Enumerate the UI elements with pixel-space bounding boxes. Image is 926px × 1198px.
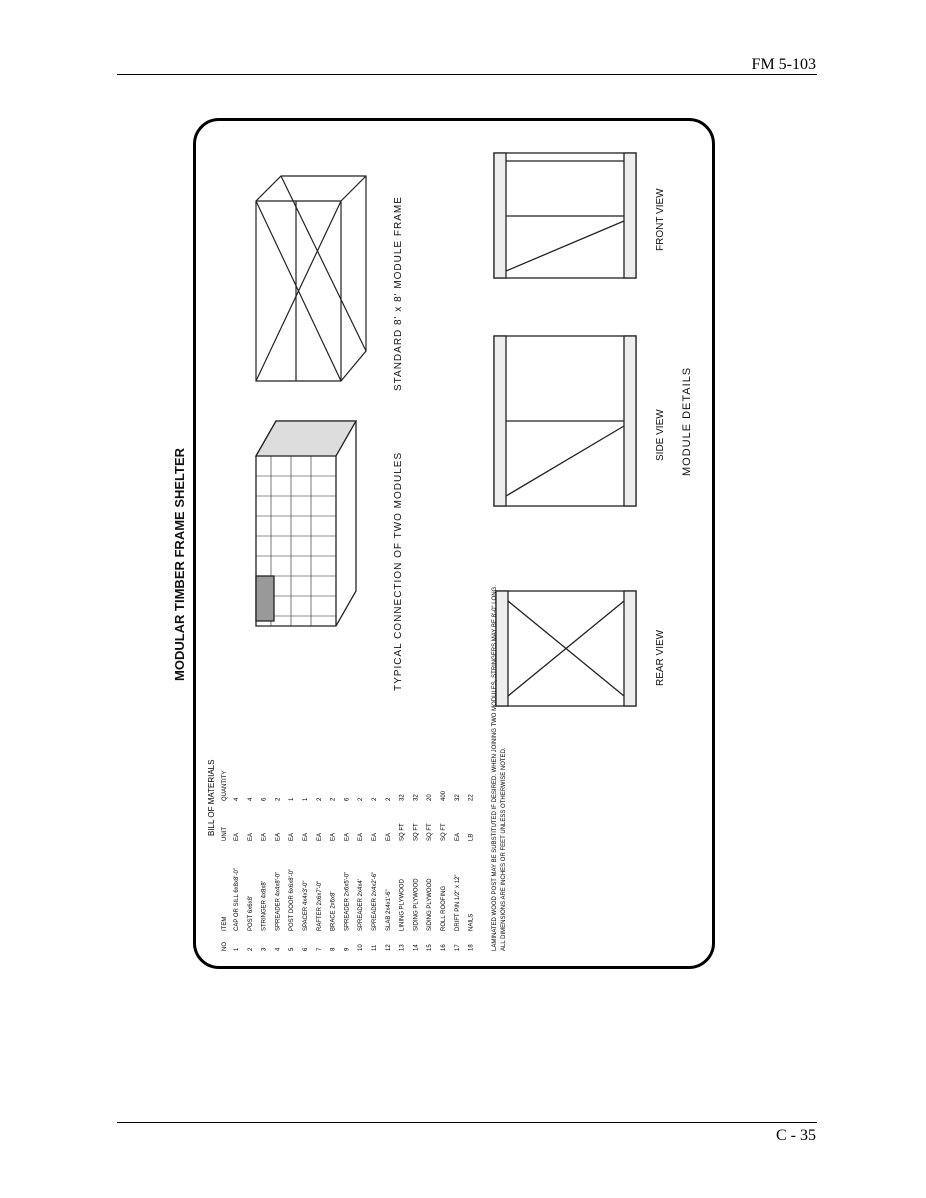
bom-cell: EA xyxy=(372,832,378,841)
bom-cell: SIDING PLYWOOD xyxy=(413,878,420,931)
bom-cell: 18 xyxy=(468,944,475,951)
bom-cell: EA xyxy=(385,832,392,841)
bom-cell: POST 6x6x8' xyxy=(247,895,254,931)
bom-cell: CAP OR SILL 6x8x8'-0" xyxy=(234,868,240,931)
caption-side-view: SIDE VIEW xyxy=(655,409,666,461)
bill-of-materials xyxy=(207,585,507,951)
bom-cell: 6 xyxy=(303,947,309,951)
bom-cell: 4 xyxy=(275,947,282,951)
bom-cell: 4 xyxy=(234,797,240,801)
caption-module-details: MODULE DETAILS xyxy=(681,366,693,476)
rear-view-drawing xyxy=(496,591,636,706)
bom-cell: 2 xyxy=(372,797,378,801)
bom-cell: 11 xyxy=(372,944,378,951)
bom-title: BILL OF MATERIALS xyxy=(207,759,216,836)
bom-cell: DRIFT PIN 1/2" x 12" xyxy=(454,874,461,931)
bom-cell: SPREADER 2x4x4' xyxy=(358,879,365,931)
bom-cell: LB xyxy=(468,833,475,841)
bom-cell: 3 xyxy=(261,947,268,951)
bom-cell: SPREADER 2x4x2'-6" xyxy=(372,871,378,931)
bom-cell: SQ FT xyxy=(427,823,434,841)
bom-header-cell: ITEM xyxy=(222,916,228,931)
bom-cell: POST DOOR 6x6x8'-0" xyxy=(289,868,296,931)
bom-cell: RAFTER 2x6x7'-0" xyxy=(316,880,323,931)
bom-cell: BRACE 2x6x8' xyxy=(330,891,337,931)
bom-cell: 2 xyxy=(330,797,337,801)
bom-cell: SPREADER 2x6x5'-0" xyxy=(344,871,351,931)
bom-cell: 1 xyxy=(303,797,309,801)
bom-cell: SPACER 4x4x3'-0" xyxy=(303,880,309,931)
bom-cell: STRINGER 4x8x8' xyxy=(261,881,268,931)
bom-cell: 2 xyxy=(385,797,392,801)
side-view-drawing xyxy=(494,336,636,506)
bom-cell: 1 xyxy=(234,947,240,951)
bom-cell: EA xyxy=(330,832,337,841)
bom-cell: 8 xyxy=(330,947,337,951)
bom-cell: LINING PLYWOOD xyxy=(399,879,406,931)
bom-cell: 6 xyxy=(261,797,268,801)
bom-header-cell: QUANTITY xyxy=(222,770,228,801)
document-id: FM 5-103 xyxy=(751,56,816,73)
bom-cell: 2 xyxy=(247,947,254,951)
bom-cell: SIDING PLYWOOD xyxy=(427,878,434,931)
bom-cell: EA xyxy=(289,832,296,841)
bom-header-cell: NO xyxy=(222,942,228,951)
bom-cell: 20 xyxy=(427,794,434,801)
bom-cell: EA xyxy=(316,832,323,841)
bom-cell: 22 xyxy=(468,794,475,801)
bom-cell: 1 xyxy=(289,797,296,801)
bom-cell: 32 xyxy=(413,794,420,801)
figure-drawing xyxy=(172,121,712,966)
bom-cell: 4 xyxy=(247,797,254,801)
bom-cell: EA xyxy=(358,832,365,841)
bom-cell: EA xyxy=(303,832,309,841)
bom-cell: 5 xyxy=(289,947,296,951)
bom-cell: 10 xyxy=(358,944,365,951)
caption-standard-module: STANDARD 8' x 8' MODULE FRAME xyxy=(393,196,404,391)
standard-module-frame-drawing xyxy=(256,176,366,381)
bom-cell: EA xyxy=(261,832,268,841)
bom-cell: 17 xyxy=(454,944,461,951)
caption-typical-connection: TYPICAL CONNECTION OF TWO MODULES xyxy=(393,451,404,691)
bom-cell: 16 xyxy=(441,944,447,951)
bom-cell: EA xyxy=(247,832,254,841)
caption-rear-view: REAR VIEW xyxy=(655,629,666,686)
bom-cell: SQ FT xyxy=(441,823,447,841)
bom-header-cell: UNIT xyxy=(222,827,228,841)
bom-cell: 13 xyxy=(399,944,406,951)
bom-cell: SQ FT xyxy=(413,823,420,841)
caption-front-view: FRONT VIEW xyxy=(655,188,666,251)
bom-cell: 9 xyxy=(344,947,351,951)
bom-cell: 2 xyxy=(358,797,365,801)
bom-cell: 2 xyxy=(275,797,282,801)
typical-connection-drawing xyxy=(256,421,356,626)
bom-cell: 400 xyxy=(441,790,447,801)
front-view-drawing xyxy=(494,153,636,278)
figure-title: MODULAR TIMBER FRAME SHELTER xyxy=(172,447,187,681)
bom-cell: 12 xyxy=(385,944,392,951)
bom-cell: 32 xyxy=(454,794,461,801)
bom-cell: 2 xyxy=(316,797,323,801)
bom-cell: SQ FT xyxy=(399,823,406,841)
bom-note: ALL DIMENSIONS ARE INCHES OR FEET UNLESS OTHERWISE NOTED. xyxy=(501,747,507,951)
figure-plate xyxy=(172,118,715,969)
header-rule xyxy=(117,74,817,75)
bom-cell: 6 xyxy=(344,797,351,801)
bom-cell: ROLL ROOFING xyxy=(441,885,447,931)
page-number: C - 35 xyxy=(776,1127,816,1144)
bom-cell: NAILS xyxy=(468,913,475,931)
bom-note: LAMINATED WOOD POST MAY BE SUBSTITUTED IF DESIRED. WHEN JOINING TWO MODULES, STRINGERS MAY BE 8'-0" LONG. xyxy=(492,585,498,951)
bom-cell: EA xyxy=(344,832,351,841)
bom-cell: 14 xyxy=(413,944,420,951)
bom-cell: SPREADER 4x4x8'-0" xyxy=(275,871,282,931)
bom-cell: EA xyxy=(275,832,282,841)
bom-cell: 32 xyxy=(399,794,406,801)
bom-cell: EA xyxy=(454,832,461,841)
bom-cell: 7 xyxy=(316,947,323,951)
bom-cell: 15 xyxy=(427,944,434,951)
bom-cell: EA xyxy=(234,832,240,841)
bom-cell: SLAB 2x4x1'-6" xyxy=(385,889,392,931)
footer-rule xyxy=(117,1122,817,1123)
